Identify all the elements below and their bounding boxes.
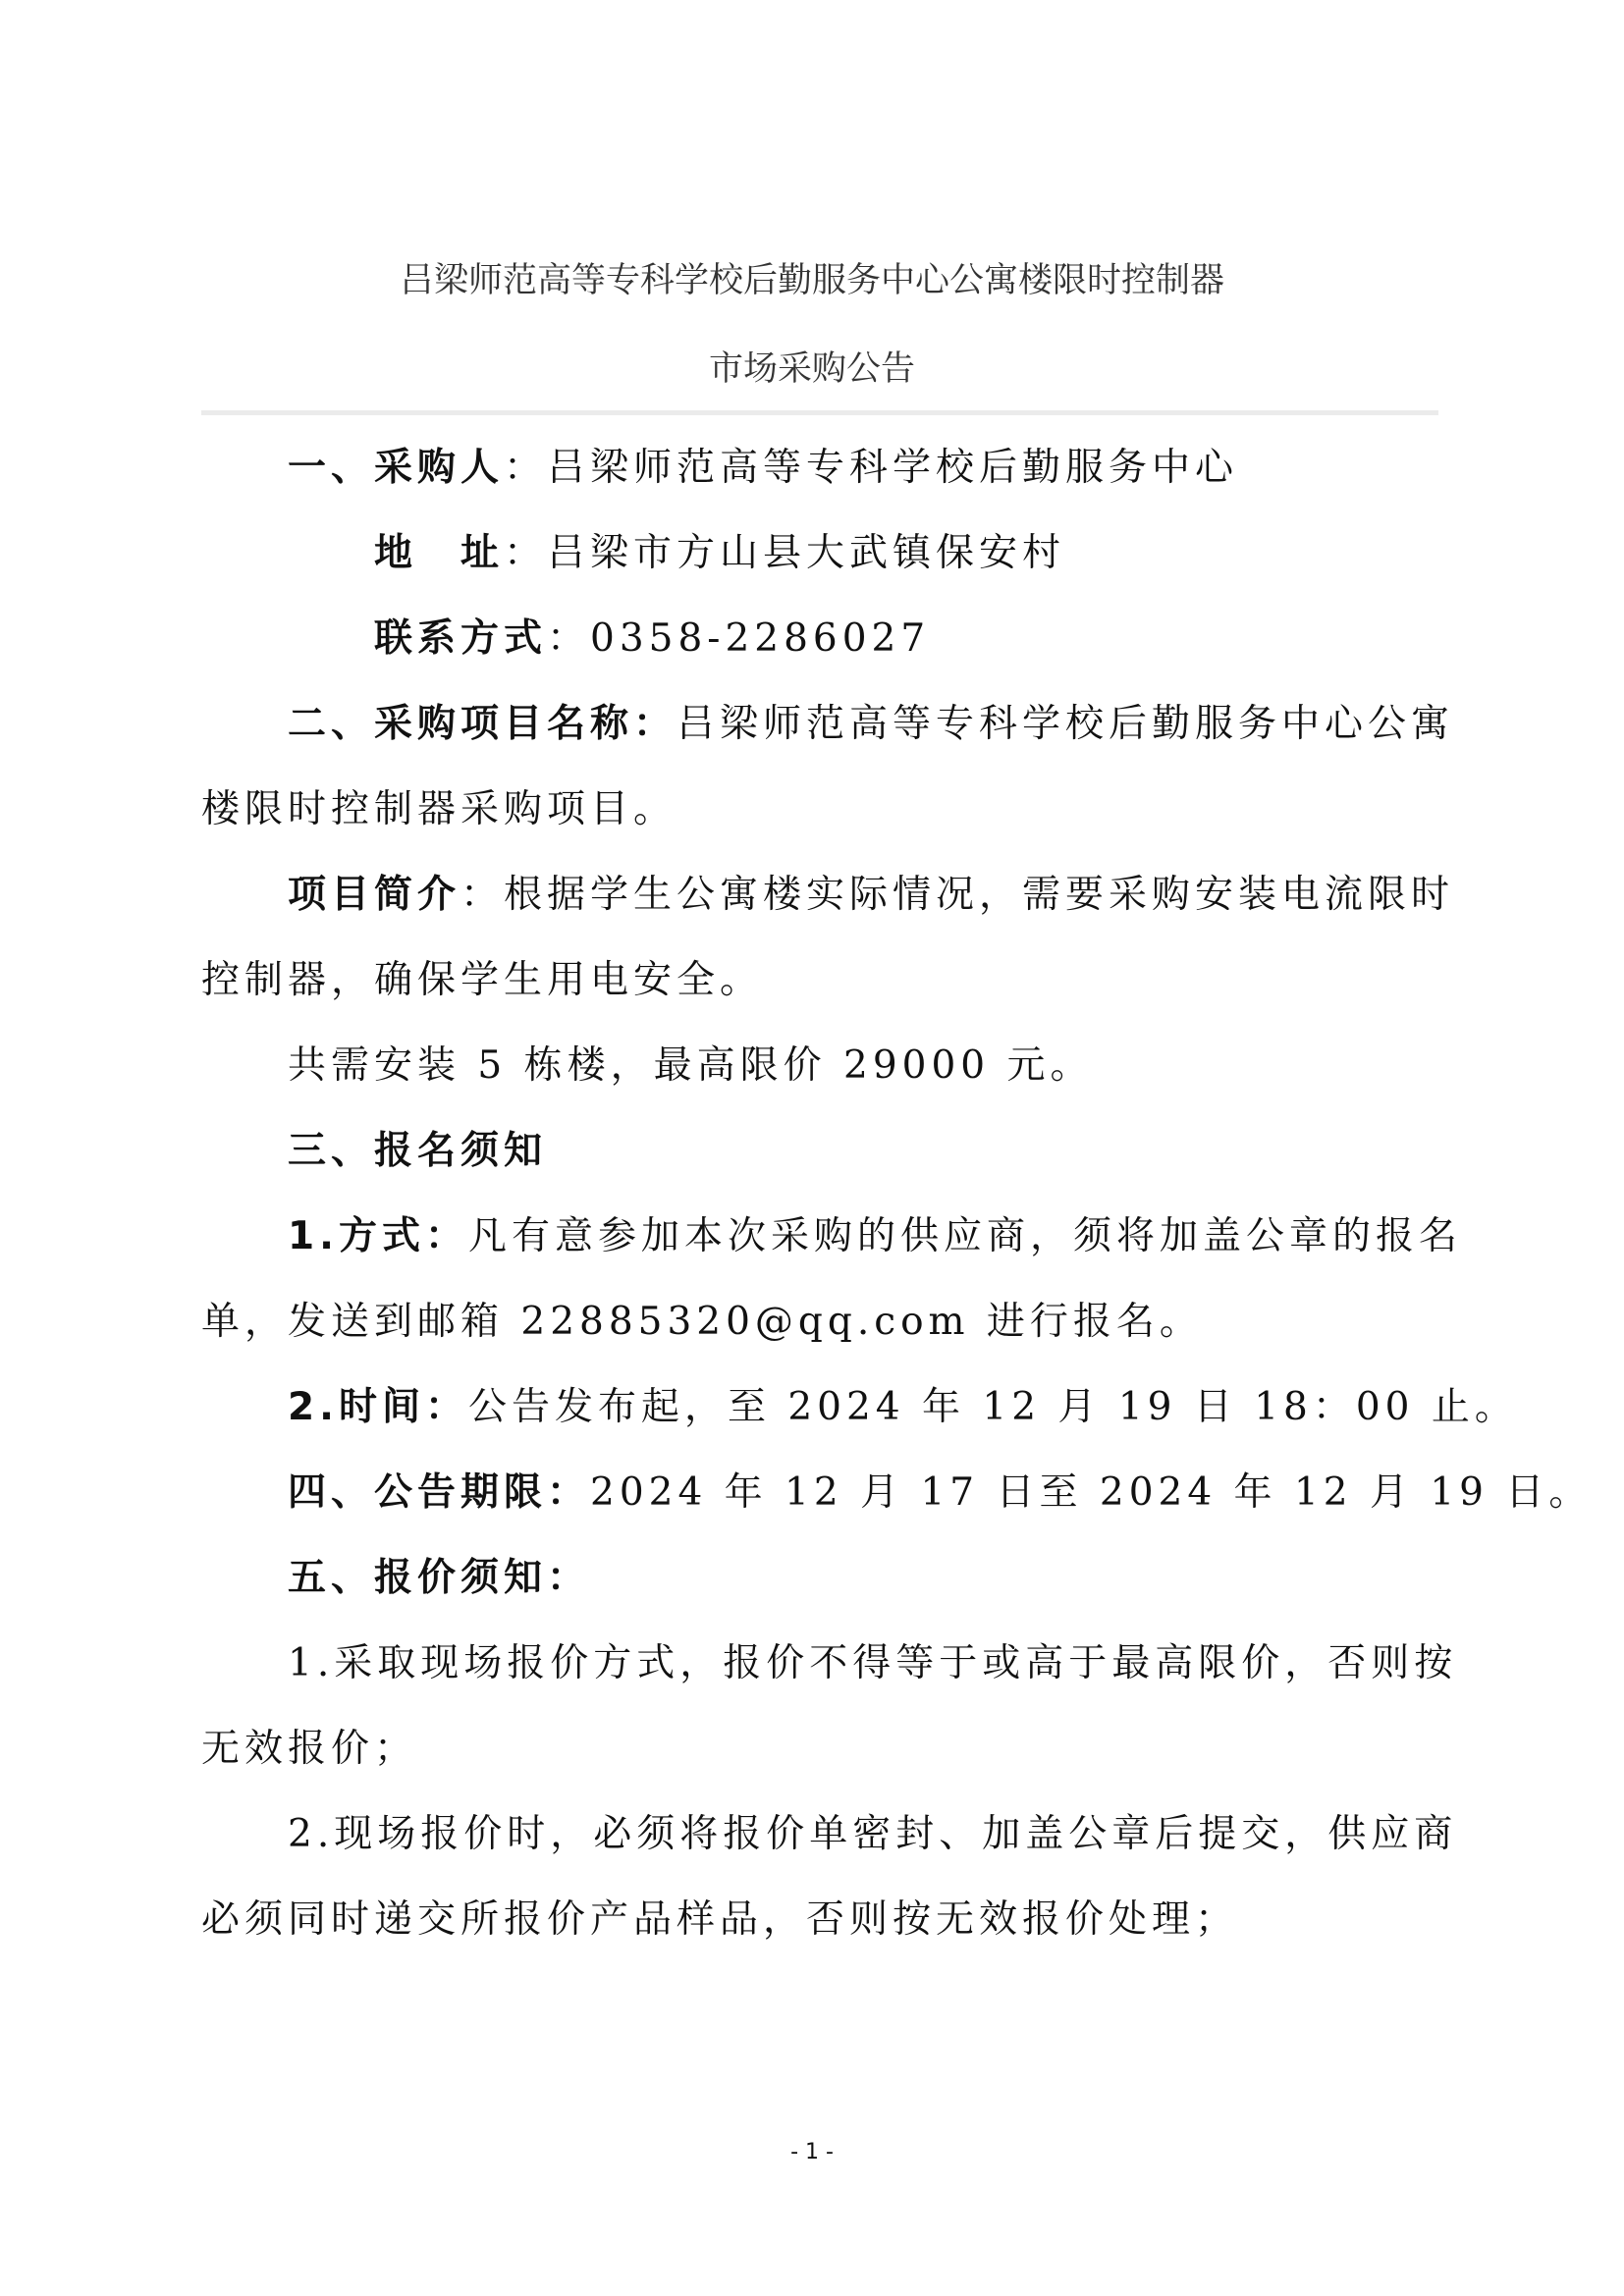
purchaser-line [288,437,1238,492]
registration-method-label: 1.方式： [288,1214,468,1258]
project-intro-line-2: 控制器，确保学生用电安全。 [201,958,764,1002]
project-name-value: 吕梁师范高等专科学校后勤服务中心公寓 [677,702,1455,746]
notice-period-label: 四、公告期限： [288,1470,591,1515]
project-name-line-1 [288,693,1454,748]
project-intro-label: 项目简介 [288,873,461,917]
project-intro-value: ：根据学生公寓楼实际情况，需要采购安装电流限时 [460,873,1455,917]
registration-heading: 三、报名须知 [288,1129,548,1173]
quotation-rule-2-line-1: 2.现场报价时，必须将报价单密封、加盖公章后提交，供应商 [288,1812,1458,1856]
registration-method-line-2: 单，发送到邮箱 22885320@qq.com 进行报名。 [201,1300,1203,1344]
project-intro-line-1 [288,864,1454,919]
notice-period-line [288,1462,1592,1517]
document-title-line-2: 市场采购公告 [708,349,915,389]
registration-time-line [288,1376,1518,1431]
purchaser-label: 一、采购人 [288,446,505,490]
title-divider [201,410,1438,415]
contact-value: ：0358-2286027 [547,616,931,661]
quotation-rule-1-line-2: 无效报价； [201,1727,418,1771]
registration-time-label: 2.时间： [288,1385,468,1429]
project-name-label: 二、采购项目名称： [288,702,677,746]
page-number: - 1 - [790,2140,834,2164]
address-line [374,522,1065,577]
address-value: ：吕梁市方山县大武镇保安村 [504,531,1066,575]
address-label: 地 址 [374,531,505,575]
registration-time-value: 公告发布起，至 2024 年 12 月 19 日 18：00 止。 [467,1385,1518,1429]
notice-period-value: 2024 年 12 月 17 日至 2024 年 12 月 19 日。 [590,1470,1593,1515]
contact-label: 联系方式 [374,616,548,661]
registration-method-value: 凡有意参加本次采购的供应商，须将加盖公章的报名 [467,1214,1462,1258]
purchaser-value: ：吕梁师范高等专科学校后勤服务中心 [504,446,1239,490]
quotation-rule-1-line-1: 1.采取现场报价方式，报价不得等于或高于最高限价，否则按 [288,1641,1458,1685]
quotation-heading: 五、报价须知： [288,1556,591,1600]
document-title-line-1: 吕梁师范高等专科学校后勤服务中心公寓楼限时控制器 [399,261,1224,300]
quotation-rule-2-line-2: 必须同时递交所报价产品样品，否则按无效报价处理； [201,1897,1239,1942]
contact-line [374,608,930,663]
project-name-line-2: 楼限时控制器采购项目。 [201,787,677,831]
registration-method-line-1 [288,1205,1462,1260]
install-count-line: 共需安装 5 栋楼，最高限价 29000 元。 [288,1043,1094,1088]
